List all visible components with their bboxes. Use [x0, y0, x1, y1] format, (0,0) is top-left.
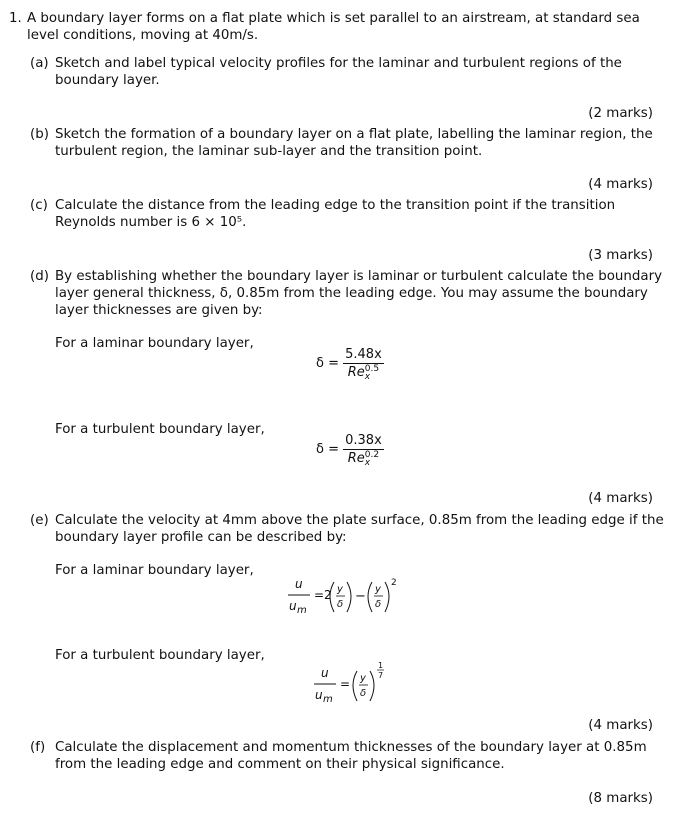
- svg-text:δ: δ: [337, 599, 344, 610]
- turbulent-eq-exponent: 0.2: [364, 449, 380, 460]
- laminar-velocity-profile-formula: [286, 574, 436, 620]
- laminar-thickness-equation: [316, 346, 384, 381]
- svg-text:=: =: [340, 677, 351, 691]
- question-number: 1.: [9, 11, 22, 26]
- part-e-laminar-label: For a laminar boundary layer,: [55, 563, 254, 578]
- part-c-text: Calculate the distance from the leading edge to the transition point if the transition Reynolds number is 6 × 10⁵.: [55, 198, 616, 230]
- turbulent-eq-numerator: 0.38x: [345, 433, 382, 448]
- svg-text:7: 7: [378, 671, 384, 680]
- turbulent-eq-denominator: [343, 449, 384, 467]
- turbulent-eq-subscript: x: [364, 457, 371, 468]
- laminar-velocity-profile-equation: [286, 574, 436, 625]
- turbulent-eq-re: Re: [347, 451, 365, 466]
- svg-text:m: m: [297, 605, 307, 616]
- svg-text:δ: δ: [375, 599, 382, 610]
- laminar-eq-re: Re: [347, 365, 365, 380]
- turbulent-velocity-profile-equation: [312, 660, 412, 711]
- part-a-text: Sketch and label typical velocity profiles for the laminar and turbulent regions of the boundary layer.: [55, 56, 622, 88]
- laminar-eq-exponent: 0.5: [364, 363, 380, 374]
- turbulent-eq-lhs: δ =: [316, 442, 339, 457]
- part-e-text: Calculate the velocity at 4mm above the plate surface, 0.85m from the leading edge if the boundary layer profile can be described by:: [55, 513, 664, 545]
- turbulent-velocity-profile-formula: [312, 660, 412, 706]
- part-a-marks: (2 marks): [588, 106, 653, 121]
- part-d-text: By establishing whether the boundary layer is laminar or turbulent calculate the boundary layer general thickness, δ, 0.85m from the leading edge. You may assume the boundary layer thicknesses are given by:: [55, 269, 663, 318]
- svg-text:u: u: [289, 599, 297, 613]
- part-f-label: (f): [30, 740, 46, 755]
- laminar-eq-subscript: x: [364, 371, 371, 382]
- part-d-turbulent-label: For a turbulent boundary layer,: [55, 422, 265, 437]
- part-f-text: Calculate the displacement and momentum thicknesses of the boundary layer at 0.85m from the leading edge and comment on their physical significance.: [55, 740, 647, 772]
- part-e-label: (e): [30, 513, 49, 528]
- part-c-label: (c): [30, 198, 48, 213]
- part-e-turbulent-label: For a turbulent boundary layer,: [55, 648, 265, 663]
- svg-text:m: m: [323, 694, 333, 705]
- part-b-text: Sketch the formation of a boundary layer on a flat plate, labelling the laminar region, the turbulent region, the laminar sub-layer and the transition point.: [55, 127, 653, 159]
- part-c-marks: (3 marks): [588, 248, 653, 263]
- laminar-eq-denominator: [343, 363, 384, 381]
- svg-text:y: y: [375, 584, 381, 595]
- svg-text:u: u: [315, 688, 323, 702]
- part-a-label: (a): [30, 56, 49, 71]
- svg-text:−: −: [355, 589, 366, 604]
- part-e-marks: (4 marks): [588, 718, 653, 733]
- part-d-label: (d): [30, 269, 49, 284]
- part-d-laminar-label: For a laminar boundary layer,: [55, 336, 254, 351]
- svg-text:u: u: [295, 577, 303, 591]
- part-b-label: (b): [30, 127, 49, 142]
- svg-text:u: u: [321, 666, 329, 680]
- question-text: A boundary layer forms on a flat plate which is set parallel to an airstream, at standard sea level conditions, moving at 40m/s.: [27, 11, 640, 43]
- part-d-marks: (4 marks): [588, 491, 653, 506]
- svg-text:y: y: [360, 673, 366, 684]
- laminar-eq-fraction: [343, 346, 384, 381]
- svg-text:y: y: [337, 584, 343, 595]
- turbulent-eq-fraction: [343, 432, 384, 467]
- laminar-eq-lhs: δ =: [316, 356, 339, 371]
- svg-text:=2: =2: [314, 588, 332, 602]
- svg-text:1: 1: [378, 661, 384, 670]
- part-f-marks: (8 marks): [588, 791, 653, 806]
- part-b-marks: (4 marks): [588, 177, 653, 192]
- svg-text:δ: δ: [360, 688, 367, 699]
- svg-text:2: 2: [391, 578, 397, 588]
- turbulent-thickness-equation: [316, 432, 384, 467]
- laminar-eq-numerator: 5.48x: [345, 347, 382, 362]
